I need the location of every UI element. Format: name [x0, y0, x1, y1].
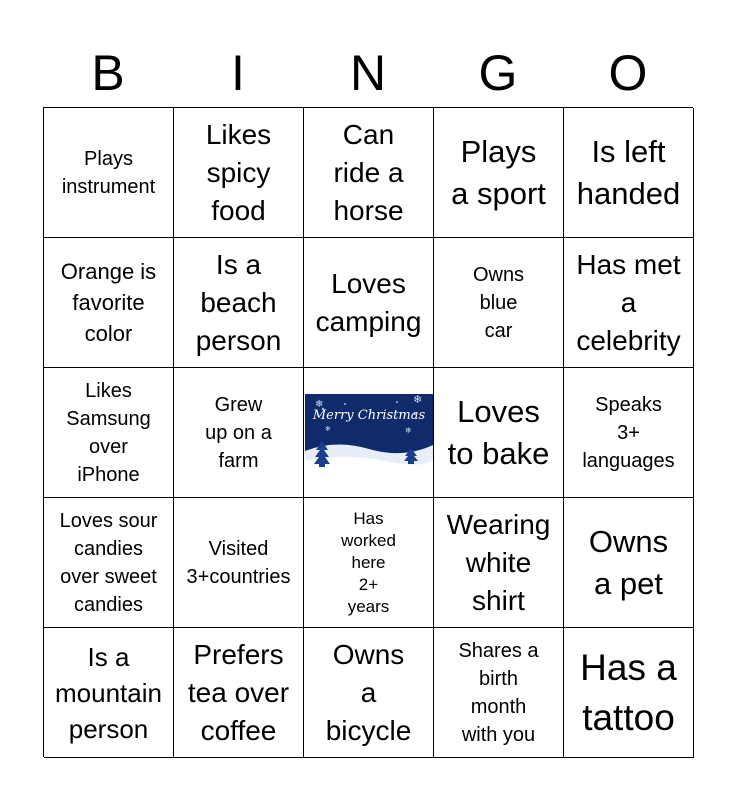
bingo-cell[interactable]: Can ride a horse	[304, 108, 434, 238]
bingo-cell[interactable]: Speaks 3+ languages	[564, 368, 694, 498]
free-space-cell[interactable]	[304, 368, 434, 498]
svg-text:❄: ❄	[412, 392, 422, 406]
bingo-cell[interactable]: Owns blue car	[434, 238, 564, 368]
bingo-cell[interactable]: Loves camping	[304, 238, 434, 368]
svg-text:❄: ❄	[404, 425, 412, 435]
header-letter-n: N	[349, 45, 387, 101]
bingo-cell[interactable]: Plays a sport	[434, 108, 564, 238]
header-letter-i: I	[231, 45, 245, 101]
bingo-cell[interactable]: Loves sour candies over sweet candies	[44, 498, 174, 628]
svg-text:❄: ❄	[324, 424, 331, 433]
bingo-cell[interactable]: Loves to bake	[434, 368, 564, 498]
bingo-cell[interactable]: Owns a bicycle	[304, 628, 434, 758]
bingo-header	[43, 38, 693, 108]
bingo-cell[interactable]: Wearing white shirt	[434, 498, 564, 628]
bingo-cell[interactable]: Is a mountain person	[44, 628, 174, 758]
merry-christmas-text: Merry Christmas	[312, 407, 425, 423]
bingo-cell[interactable]: Has met a celebrity	[564, 238, 694, 368]
christmas-image	[305, 369, 433, 497]
bingo-cell[interactable]: Shares a birth month with you	[434, 628, 564, 758]
bingo-cell[interactable]: Visited 3+countries	[174, 498, 304, 628]
svg-text:❄: ❄	[314, 398, 323, 410]
bingo-cell[interactable]: Likes spicy food	[174, 108, 304, 238]
bingo-cell[interactable]: Plays instrument	[44, 108, 174, 238]
bingo-board	[43, 107, 693, 757]
header-letter-b: B	[91, 45, 125, 101]
bingo-cell[interactable]: Orange is favorite color	[44, 238, 174, 368]
bingo-cell[interactable]: Prefers tea over coffee	[174, 628, 304, 758]
header-letter-o: O	[608, 45, 648, 101]
header-letter-g: G	[478, 45, 518, 101]
bingo-cell[interactable]: Is a beach person	[174, 238, 304, 368]
bingo-cell[interactable]: Is left handed	[564, 108, 694, 238]
bingo-cell[interactable]: Has a tattoo	[564, 628, 694, 758]
bingo-cell[interactable]: Likes Samsung over iPhone	[44, 368, 174, 498]
bingo-cell[interactable]: Owns a pet	[564, 498, 694, 628]
bingo-cell[interactable]: Has worked here 2+ years	[304, 498, 434, 628]
bingo-cell[interactable]: Grew up on a farm	[174, 368, 304, 498]
